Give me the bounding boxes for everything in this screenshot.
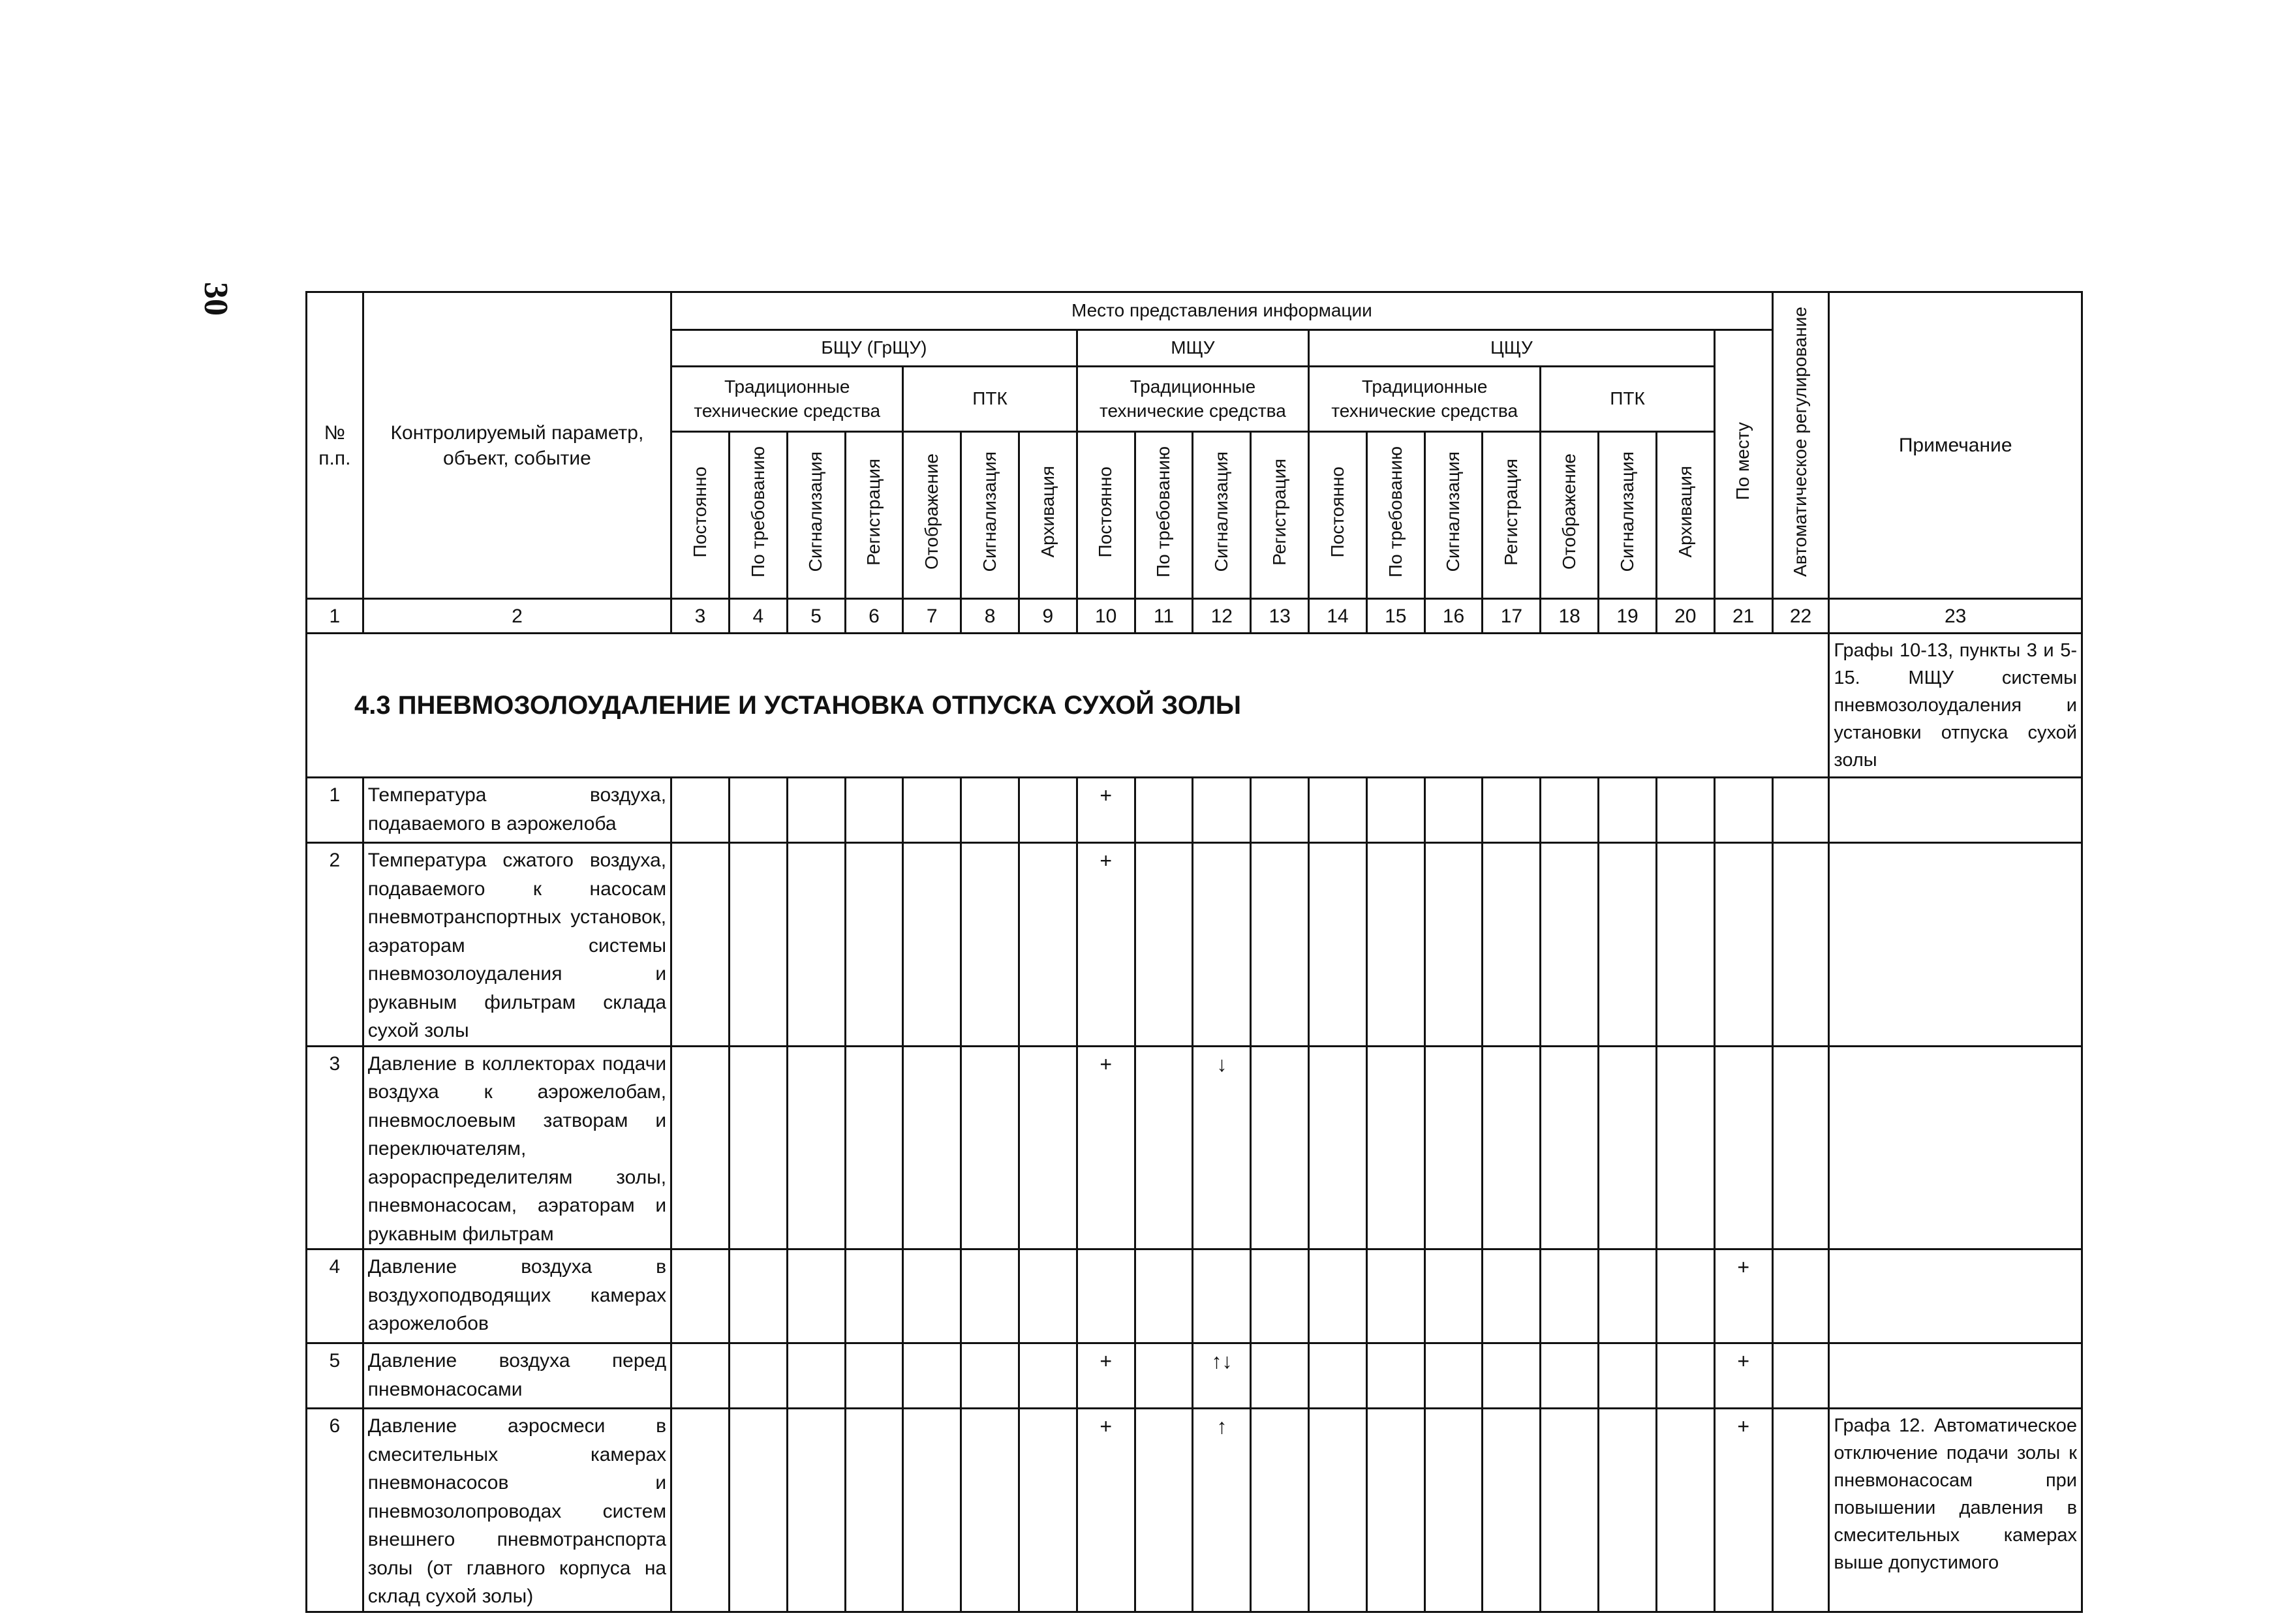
col-num: 21 [1714, 599, 1772, 634]
cell-local [1714, 778, 1772, 843]
table-cell [1772, 1409, 1829, 1612]
cell-local [1714, 843, 1772, 1047]
cell-mshu-signal: ↑ [1193, 1409, 1251, 1612]
table-cell [729, 1343, 787, 1409]
table-row [307, 1046, 2082, 1249]
table-cell [961, 1409, 1019, 1612]
table-cell [1656, 843, 1714, 1047]
col-num: 6 [845, 599, 903, 634]
table-cell [1251, 1249, 1309, 1343]
row-note [1829, 1343, 2082, 1409]
cell-local [1714, 1046, 1772, 1249]
table-row [307, 1249, 2082, 1343]
col-num: 13 [1251, 599, 1309, 634]
table-cell [1251, 843, 1309, 1047]
table-cell [903, 1409, 961, 1612]
table-cell [903, 1249, 961, 1343]
table-cell [1135, 1249, 1193, 1343]
table-cell [1019, 1249, 1077, 1343]
header-sub-15: Регистрация [1483, 432, 1541, 599]
header-sub-5: Отображение [903, 432, 961, 599]
col-num: 12 [1193, 599, 1251, 634]
header-sub-3: Сигнализация [787, 432, 845, 599]
cell-mshu-constant: + [1077, 1343, 1135, 1409]
table-cell [1424, 778, 1483, 843]
table-cell [845, 1409, 903, 1612]
col-num: 10 [1077, 599, 1135, 634]
table-cell [671, 1249, 730, 1343]
table-cell [1019, 843, 1077, 1047]
header-trad-cshu: Традиционные технические средства [1309, 367, 1541, 432]
cell-mshu-signal: ↑↓ [1193, 1343, 1251, 1409]
table-cell [1656, 778, 1714, 843]
header-sub-18: Архивация [1656, 432, 1714, 599]
table-cell [1251, 1046, 1309, 1249]
header-sub-4: Регистрация [845, 432, 903, 599]
table-cell [1366, 1409, 1424, 1612]
table-row [307, 778, 2082, 843]
table-cell [1772, 1046, 1829, 1249]
table-cell [1656, 1409, 1714, 1612]
table-cell [671, 1046, 730, 1249]
row-parameter: Давление воздуха перед пневмонасосами [363, 1343, 671, 1409]
col-num: 9 [1019, 599, 1077, 634]
section-row [307, 634, 2082, 778]
header-sub-1: Постоянно [671, 432, 730, 599]
table-cell [961, 1249, 1019, 1343]
header-place: Место представления информации [671, 292, 1773, 330]
table-cell [671, 1409, 730, 1612]
section-note: Графы 10-13, пункты 3 и 5-15. МЩУ системы пневмозолоудаления и установки отпуска сухой золы [1829, 634, 2082, 778]
col-num: 22 [1772, 599, 1829, 634]
header-sub-17: Сигнализация [1599, 432, 1657, 599]
col-num: 2 [363, 599, 671, 634]
table-cell [1656, 1249, 1714, 1343]
table-cell [1483, 1046, 1541, 1249]
row-number: 6 [307, 1409, 363, 1612]
table-cell [1483, 778, 1541, 843]
row-parameter: Давление в коллекторах подачи воздуха к аэрожелобам, пневмослоевым затворам и переключателям, аэрораспределителям золы, пневмонасосам, аэраторам и рукавным фильтрам [363, 1046, 671, 1249]
table-cell [845, 1046, 903, 1249]
header-mshu: МЩУ [1077, 330, 1308, 367]
table-cell [1483, 1249, 1541, 1343]
cell-local: + [1714, 1249, 1772, 1343]
table-cell [1366, 778, 1424, 843]
table-row [307, 1343, 2082, 1409]
col-num: 19 [1599, 599, 1657, 634]
col-num: 7 [903, 599, 961, 634]
table-cell [671, 843, 730, 1047]
table-cell [903, 1343, 961, 1409]
table-cell [1019, 1046, 1077, 1249]
cell-mshu-signal [1193, 843, 1251, 1047]
table-cell [1366, 1046, 1424, 1249]
header-auto-regulation: Автоматическое регулирование [1772, 292, 1829, 599]
table-cell [1366, 1249, 1424, 1343]
header-sub-12: Постоянно [1309, 432, 1367, 599]
table-cell [1019, 778, 1077, 843]
table-cell [1656, 1046, 1714, 1249]
table-cell [1309, 1343, 1367, 1409]
table-cell [1424, 1343, 1483, 1409]
table-cell [671, 778, 730, 843]
header-sub-7: Архивация [1019, 432, 1077, 599]
table-cell [787, 1249, 845, 1343]
row-number: 5 [307, 1343, 363, 1409]
col-num: 8 [961, 599, 1019, 634]
page-number: 30 [197, 282, 234, 316]
table-cell [903, 843, 961, 1047]
table-cell [787, 1046, 845, 1249]
row-number: 1 [307, 778, 363, 843]
table-cell [1599, 1343, 1657, 1409]
table-row [307, 843, 2082, 1047]
cell-mshu-signal: ↓ [1193, 1046, 1251, 1249]
table-cell [729, 778, 787, 843]
cell-mshu-constant: + [1077, 778, 1135, 843]
table-cell [1309, 778, 1367, 843]
col-num: 4 [729, 599, 787, 634]
table-cell [1424, 843, 1483, 1047]
table-cell [729, 1249, 787, 1343]
header-note: Примечание [1829, 292, 2082, 599]
table-cell [845, 1343, 903, 1409]
cell-local: + [1714, 1343, 1772, 1409]
header-sub-19: По месту [1714, 330, 1772, 599]
table-cell [787, 1409, 845, 1612]
table-cell [1366, 843, 1424, 1047]
header-cshu: ЦЩУ [1309, 330, 1715, 367]
col-num: 11 [1135, 599, 1193, 634]
table-cell [1599, 1046, 1657, 1249]
col-num: 1 [307, 599, 363, 634]
table-cell [1541, 1046, 1599, 1249]
table-cell [1135, 1409, 1193, 1612]
col-num: 20 [1656, 599, 1714, 634]
header-parameter: Контролируемый параметр, объект, событие [363, 292, 671, 599]
col-num: 23 [1829, 599, 2082, 634]
header-sub-11: Регистрация [1251, 432, 1309, 599]
table-cell [671, 1343, 730, 1409]
cell-mshu-constant: + [1077, 1409, 1135, 1612]
row-parameter: Давление аэросмеси в смесительных камерах пневмонасосов и пневмозолопроводах систем внешнего пневмотранспорта золы (от главного корпуса на склад сухой золы) [363, 1409, 671, 1612]
table-cell [1135, 843, 1193, 1047]
cell-mshu-signal [1193, 778, 1251, 843]
table-cell [1483, 843, 1541, 1047]
table-row [307, 1409, 2082, 1612]
header-sub-16: Отображение [1541, 432, 1599, 599]
table-cell [1019, 1409, 1077, 1612]
table-cell [1424, 1046, 1483, 1249]
table-cell [1599, 843, 1657, 1047]
header-bshu: БЩУ (ГрЩУ) [671, 330, 1077, 367]
header-sub-6: Сигнализация [961, 432, 1019, 599]
table-cell [1424, 1409, 1483, 1612]
table-cell [1366, 1343, 1424, 1409]
table-cell [787, 1343, 845, 1409]
table-cell [845, 843, 903, 1047]
table-cell [1483, 1409, 1541, 1612]
table-cell [1309, 1046, 1367, 1249]
header-sub-13: По требованию [1366, 432, 1424, 599]
table-cell [1019, 1343, 1077, 1409]
row-note [1829, 1249, 2082, 1343]
table-cell [1541, 1343, 1599, 1409]
col-num: 16 [1424, 599, 1483, 634]
table-cell [1772, 1343, 1829, 1409]
row-parameter: Давление воздуха в воздухоподводящих камерах аэрожелобов [363, 1249, 671, 1343]
section-title: 4.3 ПНЕВМОЗОЛОУДАЛЕНИЕ И УСТАНОВКА ОТПУСКА СУХОЙ ЗОЛЫ [307, 634, 1829, 778]
row-note [1829, 778, 2082, 843]
table-cell [1599, 1409, 1657, 1612]
header-ptk-bshu: ПТК [903, 367, 1077, 432]
table-cell [729, 1409, 787, 1612]
cell-mshu-constant: + [1077, 843, 1135, 1047]
cell-mshu-constant [1077, 1249, 1135, 1343]
header-sub-14: Сигнализация [1424, 432, 1483, 599]
table-cell [1772, 778, 1829, 843]
row-note: Графа 12. Автоматическое отключение подачи золы к пневмонасосам при повышении давления в смесительных камерах выше допустимого [1829, 1409, 2082, 1612]
column-numbers-row [307, 599, 2082, 634]
row-number: 2 [307, 843, 363, 1047]
table-cell [1772, 843, 1829, 1047]
table-cell [961, 843, 1019, 1047]
control-parameters-table [305, 291, 2083, 1613]
table-cell [1135, 778, 1193, 843]
table-cell [1656, 1343, 1714, 1409]
table-cell [1309, 1409, 1367, 1612]
table-cell [1251, 1343, 1309, 1409]
col-num: 17 [1483, 599, 1541, 634]
header-sub-2: По требованию [729, 432, 787, 599]
header-trad-mshu: Традиционные технические средства [1077, 367, 1308, 432]
row-note [1829, 1046, 2082, 1249]
cell-mshu-constant: + [1077, 1046, 1135, 1249]
table-cell [1251, 1409, 1309, 1612]
col-num: 15 [1366, 599, 1424, 634]
header-ptk-cshu: ПТК [1541, 367, 1714, 432]
table-cell [787, 778, 845, 843]
col-num: 5 [787, 599, 845, 634]
row-parameter: Температура воздуха, подаваемого в аэрожелоба [363, 778, 671, 843]
table-cell [903, 778, 961, 843]
table-cell [1541, 1409, 1599, 1612]
header-number: № п.п. [307, 292, 363, 599]
table-cell [1251, 778, 1309, 843]
table-cell [845, 778, 903, 843]
row-parameter: Температура сжатого воздуха, подаваемого к насосам пневмотранспортных установок, аэраторам системы пневмозолоудаления и рукавным фильтрам склада сухой золы [363, 843, 671, 1047]
table-cell [1599, 778, 1657, 843]
table-cell [845, 1249, 903, 1343]
cell-local: + [1714, 1409, 1772, 1612]
table-cell [1424, 1249, 1483, 1343]
table-cell [961, 1343, 1019, 1409]
header-sub-9: По требованию [1135, 432, 1193, 599]
cell-mshu-signal [1193, 1249, 1251, 1343]
table-cell [961, 1046, 1019, 1249]
table-cell [1599, 1249, 1657, 1343]
row-number: 3 [307, 1046, 363, 1249]
header-trad-bshu: Традиционные технические средства [671, 367, 903, 432]
col-num: 14 [1309, 599, 1367, 634]
table-cell [1541, 778, 1599, 843]
table-cell [729, 1046, 787, 1249]
table-cell [903, 1046, 961, 1249]
table-cell [1541, 843, 1599, 1047]
col-num: 3 [671, 599, 730, 634]
col-num: 18 [1541, 599, 1599, 634]
table-cell [1309, 1249, 1367, 1343]
table-cell [787, 843, 845, 1047]
header-sub-8: Постоянно [1077, 432, 1135, 599]
header-sub-10: Сигнализация [1193, 432, 1251, 599]
table-cell [1541, 1249, 1599, 1343]
row-number: 4 [307, 1249, 363, 1343]
table-cell [1483, 1343, 1541, 1409]
row-note [1829, 843, 2082, 1047]
table-cell [1772, 1249, 1829, 1343]
table-cell [1309, 843, 1367, 1047]
table-cell [961, 778, 1019, 843]
table-cell [1135, 1343, 1193, 1409]
table-cell [1135, 1046, 1193, 1249]
table-cell [729, 843, 787, 1047]
